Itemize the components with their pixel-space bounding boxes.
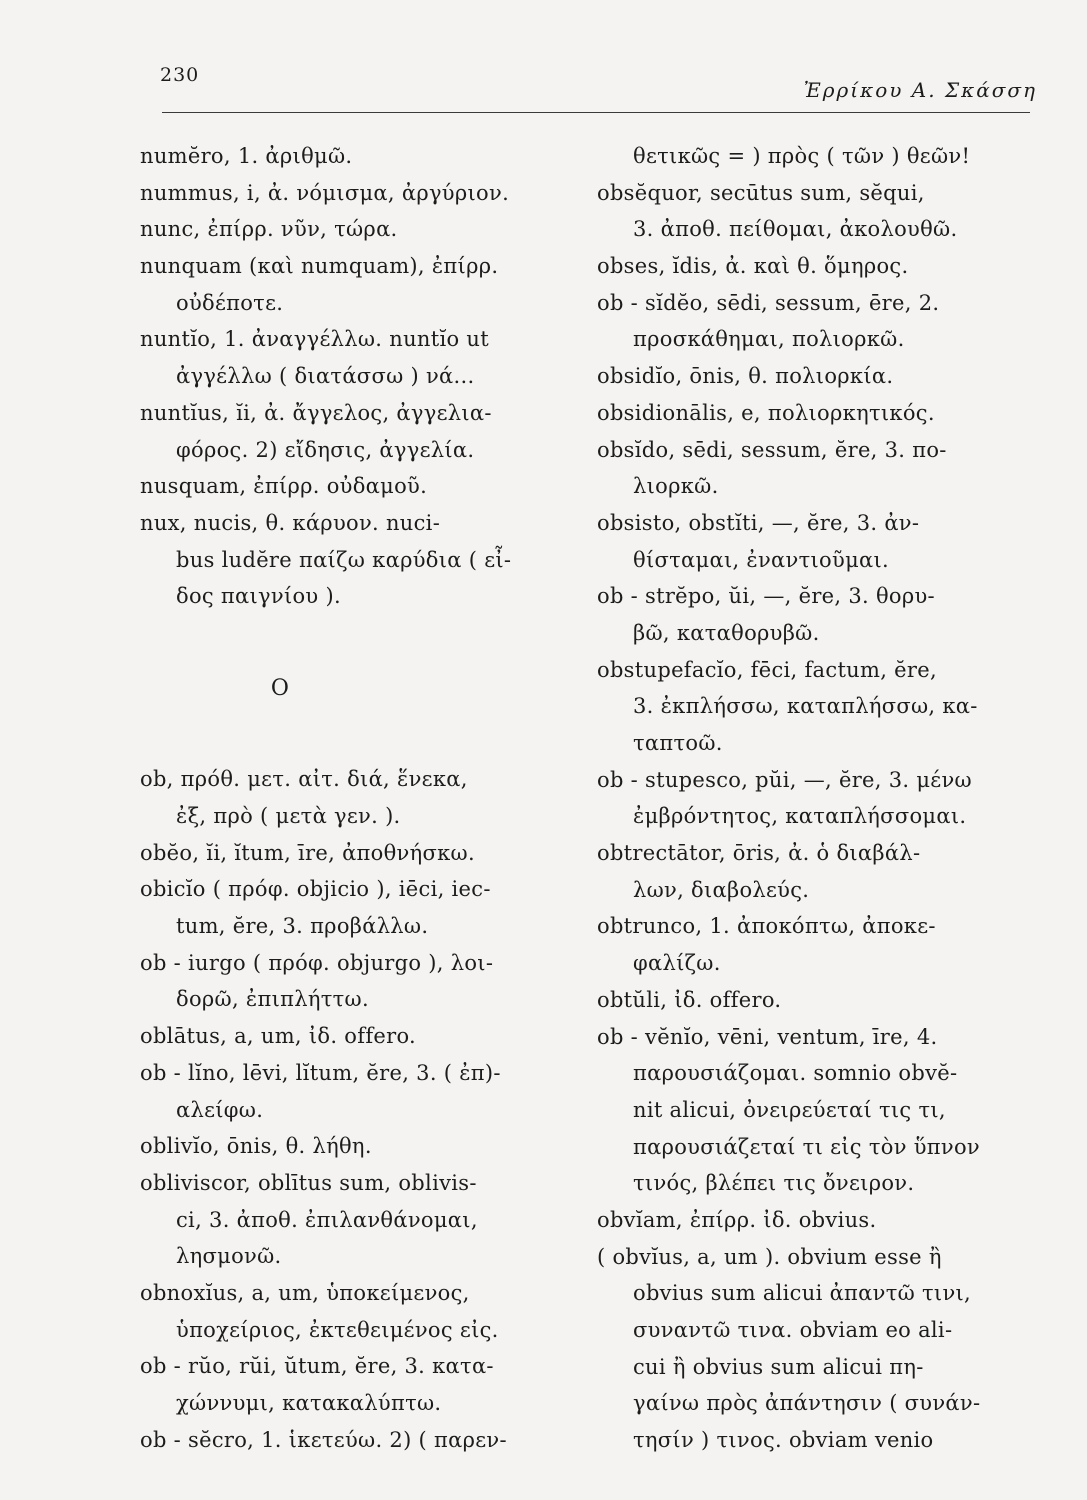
entry-line: ob - sĕcro, 1. ἱκετεύω. 2) ( παρεν-	[140, 1427, 507, 1452]
entry-line: obvius sum alicui ἀπαντῶ τινι,	[633, 1281, 972, 1306]
entry-line: ἐξ, πρὸ ( μετὰ γεν. ).	[176, 804, 401, 828]
entry-line: ἐμβρόντητος, καταπλήσσομαι.	[633, 804, 967, 829]
entry-line: nusquam, ἐπίρρ. οὐδαμοῦ.	[140, 474, 428, 499]
entry-line: δος παιγνίου ).	[176, 584, 341, 609]
entry-line: φαλίζω.	[633, 951, 721, 976]
entry-line: nunc, ἐπίρρ. νῦν, τώρα.	[140, 217, 398, 242]
entry-line: 3. ἀποθ. πείθομαι, ἀκολουθῶ.	[633, 217, 958, 242]
entry-line: θετικῶς = ) πρὸς ( τῶν ) θεῶν!	[633, 144, 971, 168]
entry-line: βῶ, καταθορυβῶ.	[633, 620, 820, 645]
page-number: 230	[160, 64, 200, 86]
entry-line: obsĕquor, secūtus sum, sĕqui,	[597, 180, 925, 205]
right-entries	[597, 138, 1027, 1459]
entry-line: ὑποχείριος, ἐκτεθειμένος εἰς.	[176, 1317, 499, 1342]
entry-line: οὐδέποτε.	[176, 290, 284, 315]
entry-line: χώννυμι, κατακαλύπτω.	[176, 1391, 442, 1415]
entry-line: obtŭli, ἰδ. offero.	[597, 987, 782, 1012]
entry-line: ob - iurgo ( πρόφ. objurgo ), λοι-	[140, 950, 494, 975]
entry-line: obĕo, ĭi, ĭtum, īre, ἀποθνήσκω.	[140, 840, 475, 865]
entry-line: θίσταμαι, ἐναντιοῦμαι.	[633, 547, 890, 572]
section-letter: O	[270, 675, 290, 701]
entry-line: ob - rŭo, rŭi, ŭtum, ĕre, 3. κατα-	[140, 1354, 494, 1379]
entry-line: παρουσιάζεταί τι εἰς τὸν ὕπνον	[633, 1134, 980, 1159]
entry-line: tum, ĕre, 3. προβάλλω.	[176, 914, 429, 939]
entry-line: obliviscor, oblītus sum, oblivis-	[140, 1170, 477, 1195]
entry-line: oblivĭo, ōnis, θ. λήθη.	[140, 1134, 372, 1159]
entry-line: obsĭdo, sēdi, sessum, ĕre, 3. πο-	[597, 437, 947, 462]
entry-line: cui ἢ obvius sum alicui πη-	[633, 1354, 924, 1379]
entry-line: τινός, βλέπει τις ὄνειρον.	[633, 1171, 915, 1196]
entry-line: oblātus, a, um, ἰδ. offero.	[140, 1024, 417, 1049]
entry-line: nummus, i, ἀ. νόμισμα, ἀργύριον.	[140, 180, 510, 205]
entry-line: nunquam (καὶ numquam), ἐπίρρ.	[140, 254, 499, 279]
entry-line: λιορκῶ.	[633, 474, 719, 499]
entry-line: ( obvĭus, a, um ). obvium esse ἢ	[597, 1244, 942, 1269]
entry-line: προσκάθημαι, πολιορκῶ.	[633, 327, 905, 352]
entry-line: 3. ἐκπλήσσω, καταπλήσσω, κα-	[633, 694, 978, 719]
entry-line: numĕro, 1. ἀριθμῶ.	[140, 144, 353, 168]
entry-line: obtrectātor, ōris, ἀ. ὁ διαβάλ-	[597, 841, 921, 866]
entry-line: ob - stupesco, pŭi, —, ĕre, 3. μένω	[597, 767, 972, 792]
entry-line: δορῶ, ἐπιπλήττω.	[176, 987, 369, 1012]
right-column	[597, 138, 1027, 1459]
entry-line: ob - sĭdĕo, sēdi, sessum, ēre, 2.	[597, 290, 940, 315]
entry-line: λησμονῶ.	[176, 1244, 282, 1269]
entry-line: ci, 3. ἀποθ. ἐπιλανθάνομαι,	[176, 1207, 478, 1232]
running-head: Ἐρρίκου Α. Σκάσση	[803, 78, 1037, 102]
entry-line: obstupefacĭo, fēci, factum, ĕre,	[597, 657, 937, 682]
entry-line: obsidĭo, ōnis, θ. πολιορκία.	[597, 364, 894, 389]
entry-line: ἀγγέλλω ( διατάσσω ) νά...	[176, 364, 475, 389]
entry-line: συναντῶ τινα. obviam eo ali-	[633, 1318, 953, 1342]
header-rule	[162, 112, 1030, 113]
entry-line: nux, nucis, θ. κάρυον. nuci-	[140, 510, 441, 535]
entry-line: φόρος. 2) εἴδησις, ἀγγελία.	[176, 437, 475, 462]
entry-line: nuntĭo, 1. ἀναγγέλλω. nuntĭo ut	[140, 327, 489, 352]
entry-line: ob - lĭno, lēvi, lĭtum, ĕre, 3. ( ἐπ)-	[140, 1060, 501, 1085]
entry-line: obtrunco, 1. ἀποκόπτω, ἀποκε-	[597, 914, 936, 939]
entry-line: γαίνω πρὸς ἀπάντησιν ( συνάν-	[633, 1391, 981, 1416]
spacer	[140, 615, 570, 652]
entry-line: ob, πρόθ. μετ. αἰτ. διά, ἕνεκα,	[140, 767, 468, 792]
left-column	[140, 138, 570, 1458]
entry-line: παρουσιάζομαι. somnio obvĕ-	[633, 1061, 958, 1086]
entry-line: obnoxĭus, a, um, ὑποκείμενος,	[140, 1280, 470, 1305]
entry-line: obvĭam, ἐπίρρ. ἰδ. obvius.	[597, 1207, 877, 1232]
entry-line: nuntĭus, ĭi, ἀ. ἄγγελος, ἀγγελια-	[140, 400, 492, 425]
entry-line: obicĭo ( πρόφ. objicio ), iēci, iec-	[140, 877, 491, 902]
entry-line: obsisto, obstĭti, —, ĕre, 3. ἀν-	[597, 510, 920, 535]
entry-line: αλείφω.	[176, 1097, 264, 1122]
entry-line: τησίν ) τινος. obviam venio	[633, 1428, 934, 1453]
left-entries-before	[140, 138, 570, 615]
entry-line: obsidionālis, e, πολιορκητικός.	[597, 400, 935, 425]
entry-line: λων, διαβολεύς.	[633, 877, 810, 902]
left-entries-after	[140, 761, 570, 1458]
entry-line: ob - vĕnĭo, vēni, ventum, īre, 4.	[597, 1024, 938, 1049]
entry-line: nit alicui, ὀνειρεύεταί τις τι,	[633, 1097, 946, 1122]
entry-line: ob - strĕpo, ŭi, —, ĕre, 3. θορυ-	[597, 584, 935, 609]
spacer	[140, 725, 570, 762]
entry-line: bus ludĕre παίζω καρύδια ( εἶ-	[176, 547, 512, 572]
entry-line: ταπτοῶ.	[633, 731, 723, 755]
entry-line: obses, ĭdis, ἀ. καὶ θ. ὅμηρος.	[597, 254, 909, 279]
